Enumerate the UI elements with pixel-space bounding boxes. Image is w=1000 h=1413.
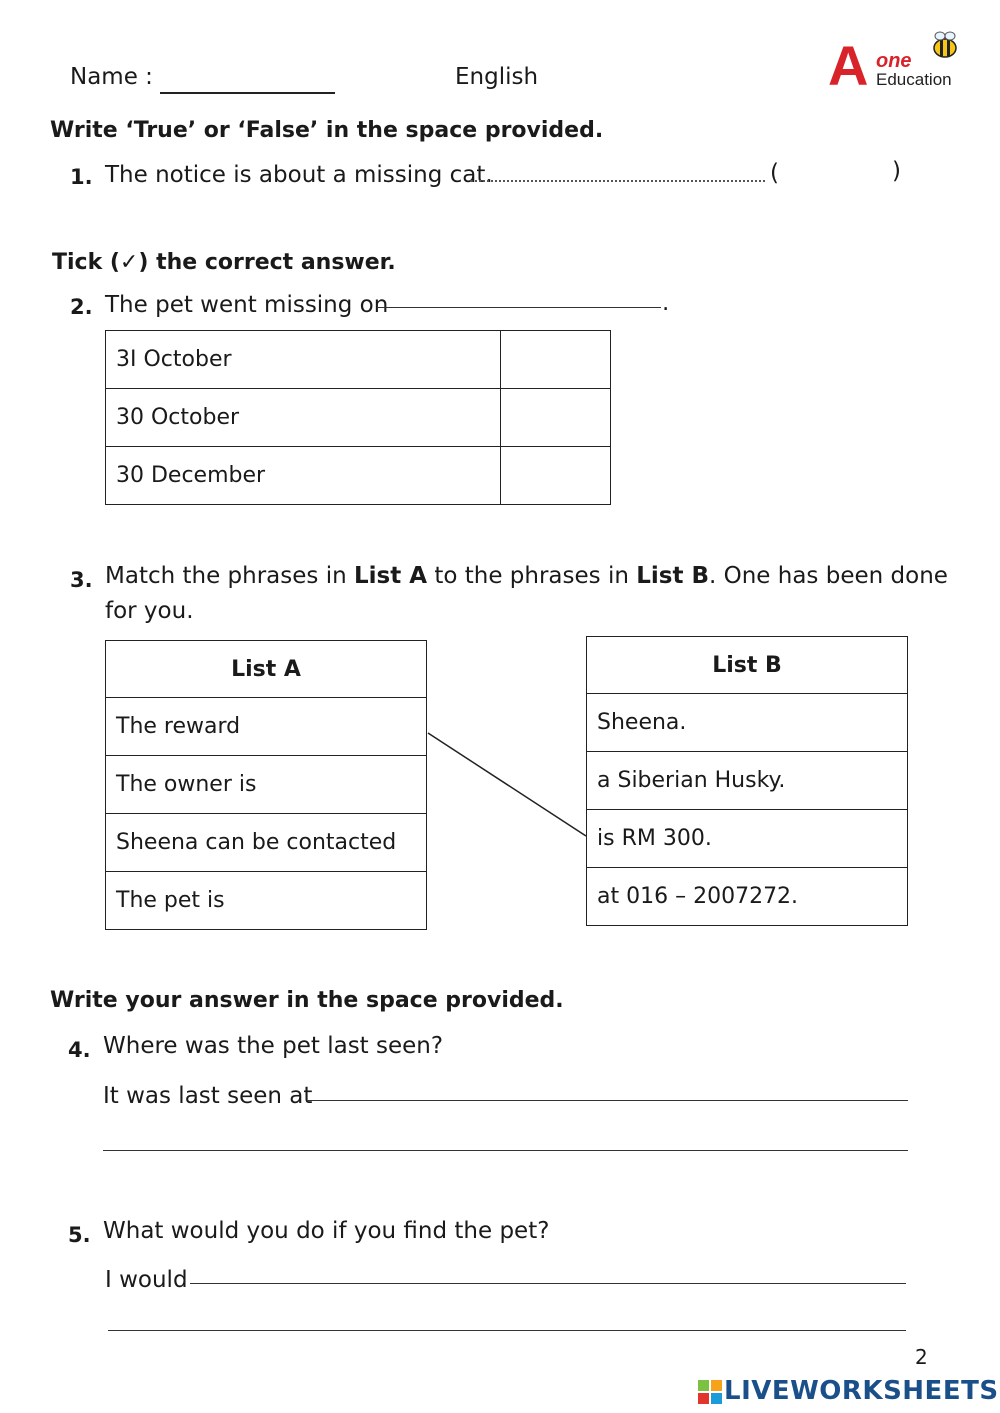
q1-open-paren: (: [770, 160, 779, 186]
q4-answer-line-1[interactable]: [308, 1100, 908, 1101]
list-a-item[interactable]: The pet is: [106, 872, 427, 930]
section1-instruction: Write ‘True’ or ‘False’ in the space provided.: [50, 118, 604, 143]
q3-text: Match the phrases in List A to the phrases in List B. One has been done: [105, 563, 948, 589]
q1-number: 1.: [70, 165, 93, 189]
list-b-header: List B: [587, 637, 908, 694]
q2-option-label: 30 December: [106, 447, 501, 505]
q5-answer-line-2[interactable]: [108, 1330, 906, 1331]
q3-text-line2: for you.: [105, 598, 194, 624]
q2-end: .: [662, 290, 670, 316]
q2-text: The pet went missing on: [105, 292, 389, 318]
list-a-item[interactable]: The owner is: [106, 756, 427, 814]
list-a-header: List A: [106, 641, 427, 698]
subject-title: English: [455, 64, 539, 90]
name-label: Name :: [70, 64, 153, 90]
page-number: 2: [915, 1345, 928, 1369]
q3-number: 3.: [70, 568, 93, 592]
logo-education: Education: [876, 70, 952, 89]
logo-one: one: [876, 50, 912, 72]
q2-option-label: 3I October: [106, 331, 501, 389]
q5-answer-start: I would: [105, 1267, 188, 1293]
list-a-item[interactable]: Sheena can be contacted: [106, 814, 427, 872]
q5-answer-line-1[interactable]: [190, 1283, 906, 1284]
q4-answer-start: It was last seen at: [103, 1083, 313, 1109]
q4-number: 4.: [68, 1038, 91, 1062]
list-b-item[interactable]: at 016 – 2007272.: [587, 868, 908, 926]
section2-instruction: Tick (✓) the correct answer.: [52, 250, 396, 275]
list-b-item[interactable]: a Siberian Husky.: [587, 752, 908, 810]
list-b-item[interactable]: is RM 300.: [587, 810, 908, 868]
section4-instruction: Write your answer in the space provided.: [50, 988, 564, 1013]
q5-number: 5.: [68, 1223, 91, 1247]
list-a-item[interactable]: The reward: [106, 698, 427, 756]
liveworksheets-logo-icon: [698, 1380, 722, 1404]
q4-text: Where was the pet last seen?: [103, 1033, 444, 1059]
q2-option-label: 30 October: [106, 389, 501, 447]
q1-close-paren: ): [892, 158, 901, 184]
liveworksheets-brand: LIVEWORKSHEETS: [724, 1376, 999, 1406]
q2-number: 2.: [70, 295, 93, 319]
q1-text: The notice is about a missing cat.: [105, 162, 493, 188]
q5-text: What would you do if you find the pet?: [103, 1218, 550, 1244]
q4-answer-line-2[interactable]: [103, 1150, 908, 1151]
logo-letter: A: [828, 34, 869, 97]
list-b-item[interactable]: Sheena.: [587, 694, 908, 752]
